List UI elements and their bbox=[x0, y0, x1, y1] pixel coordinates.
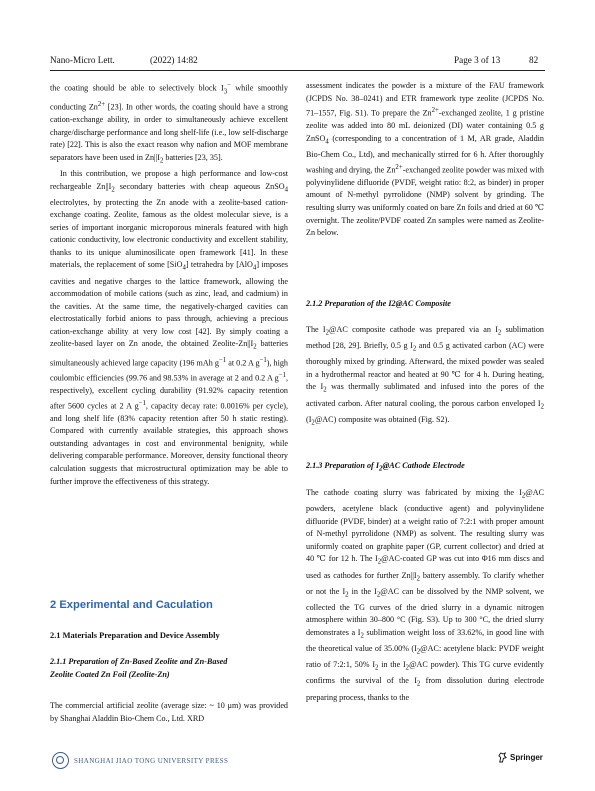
right-paragraph-2-block bbox=[306, 324, 544, 430]
subsubsection-heading-2-1-1: 2.1.1 Preparation of Zn-Based Zeolite and Zn-Based Zeolite Coated Zn Foil (Zeolite-Zn) bbox=[50, 657, 228, 679]
springer-horse-icon bbox=[498, 752, 507, 763]
article-number: 82 bbox=[529, 55, 539, 65]
header-rule bbox=[50, 70, 545, 71]
subsubsection-heading-2-1-3: 2.1.3 Preparation of $I_2@AC$ Cathode Electrode bbox=[306, 461, 465, 473]
left-paragraph-1: the coating should be able to selectively block $I_3^-$ while smoothly conducting $Zn^{2+}$ [23]. In other words, the coating should have a strong cation-exchange ability, in order to simultaneously achieve excellent charge/discharge performance and long shelf-life (i.e., low self-discharge rate) [22]. This is also the exact reason why nafion and MOF membrane separators have been used in $Zn||I_2$ batteries [23, 35]. bbox=[50, 82, 288, 165]
publisher-footer bbox=[52, 752, 228, 769]
subsection-heading-2-1: 2.1 Materials Preparation and Device Assembly bbox=[50, 631, 220, 640]
citation: (2022) 14:82 bbox=[150, 55, 198, 65]
page-header bbox=[50, 55, 545, 67]
subsubsection-heading-2-1-2: 2.1.2 Preparation of the I2@AC Composite bbox=[306, 299, 451, 308]
left-paragraph-2: In this contribution, we propose a high performance and low-cost rechargeable $Zn||I_2$ secondary batteries with cheap aqueous ZnSO$_4$ electrolytes, by protecting the Zn anode with a zeolite-based cation-exchange coating. Zeolite, famous as the oldest molecular sieve, is a series of important inorganic microporous minerals featured with high cationic conductivity, low electronic conductivity and excellent stability, thanks to its unique aluminosilicate open framework [41]. In these materials, the replacement of some [SiO$_4$] tetrahedra by [AlO$_4$] imposes cavities and negative charges to the lattice framework, allowing the accommodation of mobile cations (such as zinc, lead, and cadmium) in the cavities. At the same time, the negatively-charged cavities can electrostatically forbid anions to pass through, achieving a precious cation-exchange ability at very low cost [42]. By simply coating a zeolite-based layer on Zn anode, the obtained Zeolite-$Zn||I_2$ batteries simultaneously achieved large capacity (196 mAh $g^{-1}$ at 0.2 A $g^{-1}$), high coulombic efficiencies (99.76 and 98.53% in average at 2 and 0.2 A $g^{-1}$, respectively), excellent cycling durability (91.92% capacity retention after 5600 cycles at 2 A $g^{-1}$, capacity decay rate: 0.0016% per cycle), and long shelf life (83% capacity retention after 50 h static resting). Compared with currently available strategies, this approach shows outstanding advantages in cost and environmental benignity, while delivering comparable performance. Moreover, density functional theory calculation suggests that microstructural optimization may be able to further improve the effectiveness of this strategy. bbox=[50, 168, 289, 486]
university-seal-icon bbox=[52, 752, 69, 769]
left-column bbox=[50, 80, 288, 488]
left-paragraph-3-block bbox=[50, 700, 288, 725]
springer-logo bbox=[498, 752, 543, 763]
right-paragraph-3-block bbox=[306, 487, 544, 704]
page-label: Page 3 of 13 bbox=[454, 55, 501, 65]
journal-name: Nano-Micro Lett. bbox=[50, 55, 115, 65]
springer-wordmark: Springer bbox=[510, 753, 543, 762]
right-paragraph-1: assessment indicates the powder is a mixture of the FAU framework (JCPDS No. 38–0241) and ETR framework type zeolite (JCPDS No. 71–1557, Fig. S1). To prepare the $Zn^{2+}$-exchanged zeolite, 1 g pristine zeolite was added into 80 mL deionized (DI) water containing 0.5 g ZnSO$_4$ (corresponding to a concentration of 1 M, AR grade, Aladdin Bio-Chem Co., Ltd), and mechanically stirred for 6 h. After thoroughly washing and drying, the $Zn^{2+}$-exchanged zeolite powder was mixed with polyvinylidene difluoride (PVDF, weight ratio: 8:2, as binder) in proper amount of N-methyl pyrrolidone (NMP) solvent by grinding. The resulting slurry was uniformly coated on bare Zn foils and dried at 60 ℃ overnight. The zeolite/PVDF coated Zn samples were named as Zeolite-Zn below. bbox=[306, 81, 545, 238]
right-paragraph-3: The cathode coating slurry was fabricated by mixing the $I_2@AC$ powders, acetylene black (conductive agent) and polyvinylidene difluoride (PVDF, binder) at a weight ratio of 7:2:1 with proper amount of N-methyl pyrrolidone (NMP) as solvent. The resulting slurry was uniformly coated on graphite paper (GP, current collector) and dried at 40 ℃ for 12 h. The $I_2@AC$-coated GP was cut into Φ16 mm discs and used as cathodes for further $Zn||I_2$ battery assembly. To clarify whether or not the $I_2$ in the $I_2@AC$ can be dissolved by the NMP solvent, we collected the TG curves of the dried slurry in a dynamic nitrogen atmosphere within 30–800 °C (Fig. S3). Up to 300 °C, the dried slurry demonstrates a $I_2$ sublimation weight loss of 33.62%, in good line with the theoretical value of 35.00% ($I_2@AC$: acetylene black: PVDF weight ratio of 7:2:1, 50% $I_2$ in the $I_2@AC$ powder). This TG curve evidently confirms the survival of the $I_2$ from dissolution during electrode preparing process, thanks to the bbox=[306, 488, 544, 702]
left-paragraph-3: The commercial artificial zeolite (average size: ~ 10 μm) was provided by Shanghai Aladdin Bio-Chem Co., Ltd. XRD bbox=[50, 701, 288, 723]
right-column bbox=[306, 80, 544, 240]
publisher-name: SHANGHAI JIAO TONG UNIVERSITY PRESS bbox=[74, 756, 229, 765]
right-paragraph-2: The $I_2@AC$ composite cathode was prepared via an $I_2$ sublimation method [28, 29]. Briefly, 0.5 g $I_2$ and 0.5 g activated carbon (AC) were thoroughly mixed by grinding. Afterward, the mixed powder was sealed in a hydrothermal reactor and heated at 90 ℃ for 4 h. During heating, the $I_2$ was thermally sublimated and infused into the pores of the activated carbon. After natural cooling, the porous carbon enveloped $I_2$ $(I_2@AC)$ composite was obtained (Fig. S2). bbox=[306, 325, 544, 427]
section-heading-2: 2 Experimental and Caculation bbox=[50, 599, 213, 611]
